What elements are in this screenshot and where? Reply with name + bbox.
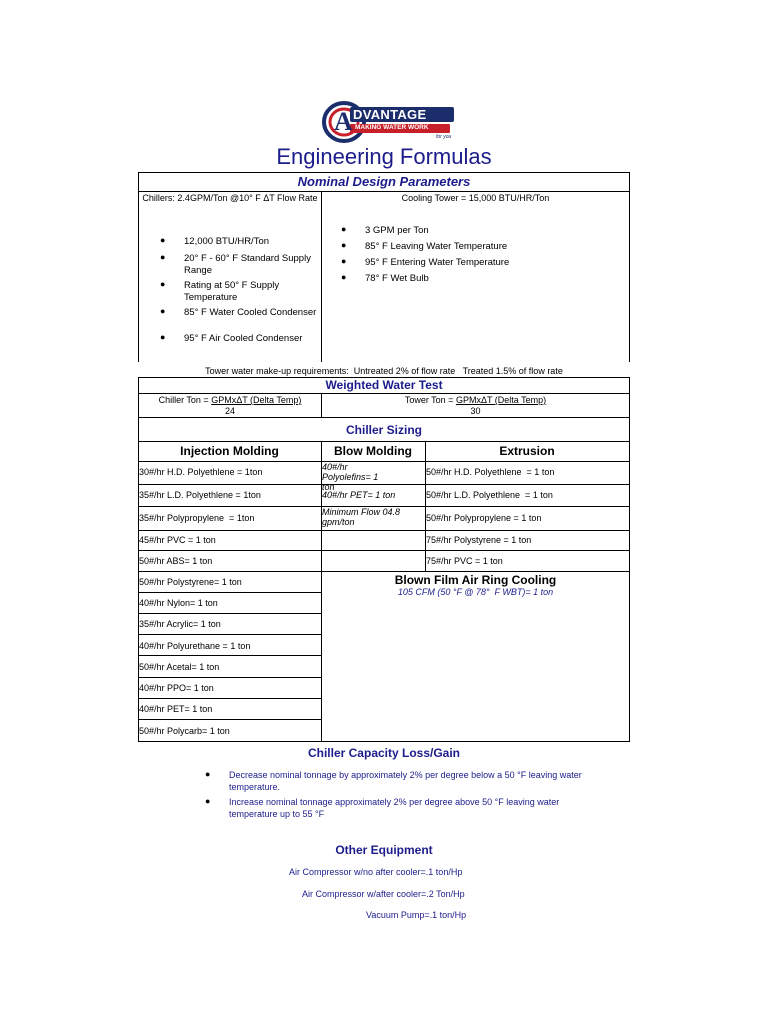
nominal-heading: Nominal Design Parameters bbox=[297, 174, 471, 189]
injection-row: 50#/hr Polystyrene= 1 ton bbox=[139, 577, 242, 587]
injection-row: 50#/hr Polycarb= 1 ton bbox=[139, 726, 230, 736]
table-border bbox=[138, 677, 322, 678]
table-border bbox=[138, 530, 630, 531]
list-item: 12,000 BTU/HR/Ton bbox=[184, 236, 270, 247]
tower-ton-divisor: 30 bbox=[470, 406, 481, 416]
list-item: Rating at 50° F Supply Temperature bbox=[184, 280, 280, 303]
list-item: 20° F - 60° F Standard Supply Range bbox=[184, 253, 311, 276]
col-extrusion: Extrusion bbox=[499, 444, 555, 458]
list-item: 95° F Entering Water Temperature bbox=[365, 257, 510, 268]
extrusion-row: 75#/hr Polystyrene = 1 ton bbox=[426, 535, 532, 545]
weighted-heading: Weighted Water Test bbox=[325, 378, 443, 392]
table-border bbox=[629, 172, 630, 362]
table-border bbox=[138, 613, 322, 614]
blown-film-value: 105 CFM (50 °F @ 78° F WBT)= 1 ton bbox=[397, 587, 554, 597]
logo-tagline: MAKING WATER WORK bbox=[355, 124, 429, 131]
chiller-ton-divisor: 24 bbox=[224, 406, 235, 416]
bullet-glyph: ● bbox=[341, 256, 347, 266]
table-border bbox=[138, 417, 630, 418]
injection-row: 45#/hr PVC = 1 ton bbox=[139, 535, 216, 545]
logo-tagline-suffix: for you bbox=[436, 134, 452, 140]
list-item: 95° F Air Cooled Condenser bbox=[184, 333, 303, 344]
extrusion-row: 50#/hr Polypropylene = 1 ton bbox=[426, 513, 542, 523]
blow-row: 40#/hr PET= 1 ton bbox=[322, 490, 396, 500]
bullet-glyph: ● bbox=[341, 224, 347, 234]
col-injection-molding: Injection Molding bbox=[180, 444, 279, 458]
table-border bbox=[138, 741, 630, 742]
injection-row: 30#/hr H.D. Polyethlene = 1ton bbox=[139, 467, 263, 477]
table-border bbox=[138, 441, 630, 442]
tower-ton-formula bbox=[322, 395, 629, 417]
blow-row: 40#/hr Polyolefins= 1 ton bbox=[322, 462, 379, 492]
injection-row: 35#/hr L.D. Polyethlene = 1ton bbox=[139, 490, 261, 500]
table-border bbox=[138, 634, 322, 635]
other-line: Air Compressor w/after cooler=.2 Ton/Hp bbox=[302, 889, 465, 899]
chiller-ton-prefix: Chiller Ton = bbox=[158, 395, 212, 405]
blown-film-title: Blown Film Air Ring Cooling bbox=[394, 573, 557, 587]
capacity-item: Increase nominal tonnage approximately 2% per degree above 50 °F leaving water temperature up to 55 °F bbox=[229, 797, 560, 819]
bullet-glyph: ● bbox=[341, 272, 347, 282]
tower-header: Cooling Tower = 15,000 BTU/HR/Ton bbox=[401, 193, 550, 203]
bullet-glyph: ● bbox=[341, 240, 347, 250]
table-border bbox=[138, 571, 630, 572]
extrusion-row: 50#/hr L.D. Polyethlene = 1 ton bbox=[426, 490, 553, 500]
blow-row: Minimum Flow 04.8 gpm/ton bbox=[322, 507, 401, 527]
page-title: Engineering Formulas bbox=[276, 144, 492, 169]
other-line: Vacuum Pump=.1 ton/Hp bbox=[366, 910, 467, 920]
injection-row: 40#/hr Nylon= 1 ton bbox=[139, 598, 218, 608]
table-border bbox=[138, 698, 322, 699]
bullet-glyph: ● bbox=[160, 252, 166, 262]
extrusion-row: 50#/hr H.D. Polyethlene = 1 ton bbox=[426, 467, 555, 477]
capacity-bullet-glyph: ● bbox=[205, 796, 211, 806]
list-item: 85° F Leaving Water Temperature bbox=[365, 241, 508, 252]
other-heading: Other Equipment bbox=[335, 843, 433, 857]
col-blow-molding: Blow Molding bbox=[334, 444, 412, 458]
chiller-ton-formula bbox=[139, 395, 321, 417]
injection-row: 50#/hr ABS= 1 ton bbox=[139, 556, 213, 566]
injection-row: 50#/hr Acetal= 1 ton bbox=[139, 662, 220, 672]
injection-row: 35#/hr Acrylic= 1 ton bbox=[139, 619, 221, 629]
injection-row: 35#/hr Polypropylene = 1ton bbox=[139, 513, 255, 523]
bullet-glyph: ● bbox=[160, 235, 166, 245]
tower-ton-prefix: Tower Ton = bbox=[404, 395, 456, 405]
logo-letter: A bbox=[334, 107, 353, 136]
other-line: Air Compressor w/no after cooler=.1 ton/Hp bbox=[289, 867, 463, 877]
table-border bbox=[138, 592, 322, 593]
list-item: 3 GPM per Ton bbox=[365, 225, 429, 236]
list-item: 85° F Water Cooled Condenser bbox=[184, 307, 317, 318]
capacity-bullet-glyph: ● bbox=[205, 769, 211, 779]
sizing-heading: Chiller Sizing bbox=[345, 423, 422, 437]
injection-row: 40#/hr PPO= 1 ton bbox=[139, 683, 214, 693]
injection-row: 40#/hr PET= 1 ton bbox=[139, 704, 213, 714]
table-border bbox=[138, 172, 139, 362]
tower-ton-numerator: GPMxΔT (Delta Temp) bbox=[455, 395, 547, 405]
table-border bbox=[138, 393, 630, 394]
bullet-glyph: ● bbox=[160, 306, 166, 316]
table-border bbox=[138, 719, 322, 720]
list-item: 78° F Wet Bulb bbox=[365, 273, 429, 284]
bullet-glyph: ● bbox=[160, 279, 166, 289]
injection-row: 40#/hr Polyurethane = 1 ton bbox=[139, 641, 251, 651]
table-border bbox=[138, 550, 630, 551]
makeup-note: Tower water make-up requirements: Untreated 2% of flow rate Treated 1.5% of flow rate bbox=[205, 366, 563, 376]
table-border bbox=[138, 172, 630, 173]
logo-wordmark: DVANTAGE bbox=[353, 107, 427, 122]
bullet-glyph: ● bbox=[160, 332, 166, 342]
chiller-ton-numerator: GPMxΔT (Delta Temp) bbox=[211, 395, 302, 405]
company-logo bbox=[322, 101, 457, 143]
chillers-header: Chillers: 2.4GPM/Ton @10° F ΔT Flow Rate bbox=[142, 193, 318, 203]
capacity-item: Decrease nominal tonnage by approximately 2% per degree below a 50 °F leaving water temperature. bbox=[229, 770, 582, 792]
capacity-heading: Chiller Capacity Loss/Gain bbox=[307, 746, 461, 760]
extrusion-row: 75#/hr PVC = 1 ton bbox=[426, 556, 503, 566]
table-border bbox=[138, 655, 322, 656]
table-border bbox=[321, 191, 322, 362]
